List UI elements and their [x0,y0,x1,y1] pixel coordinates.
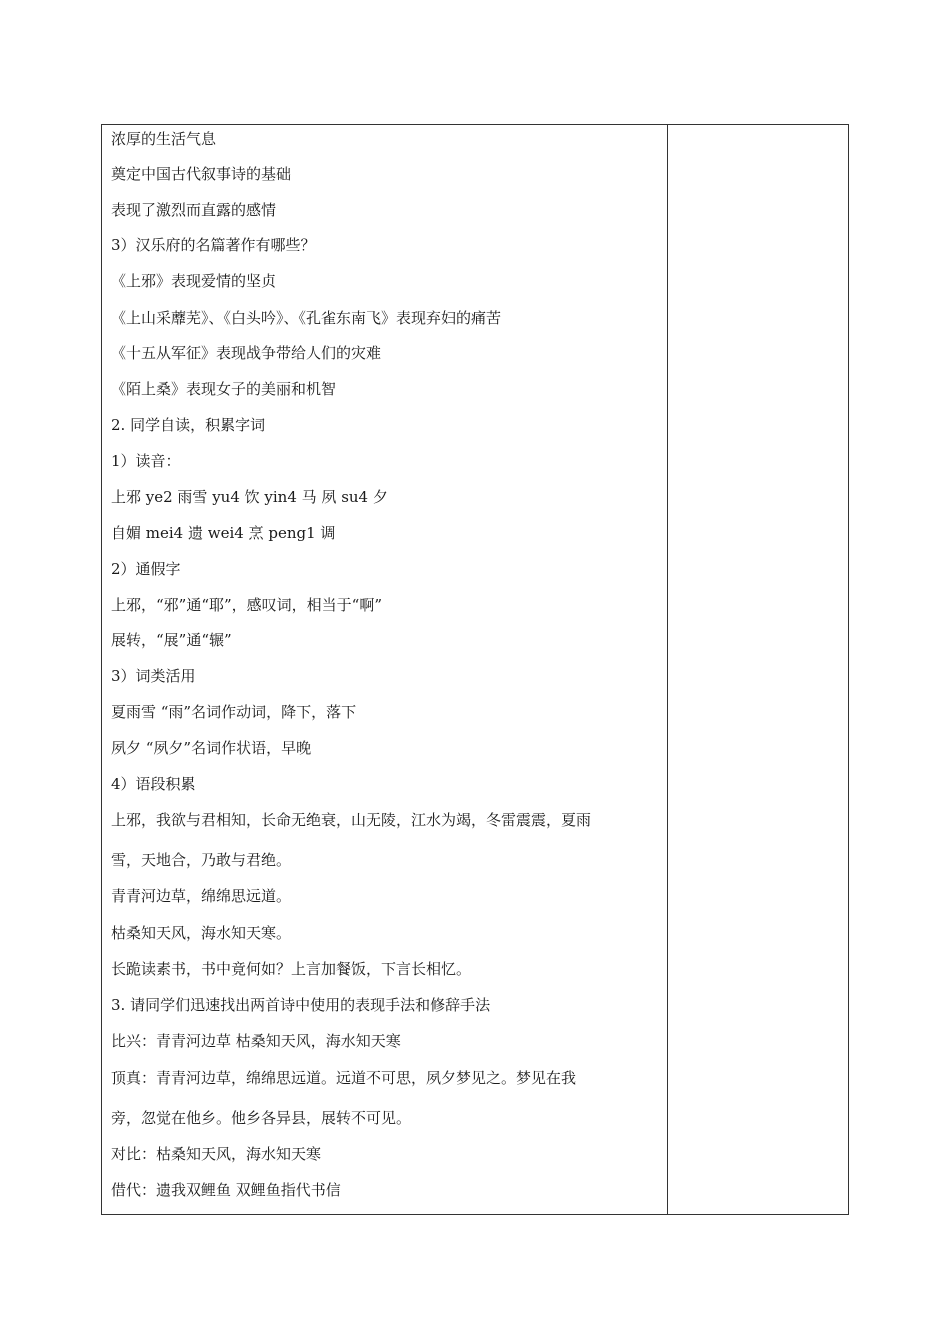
text-line: 长跪读素书，书中竟何如？上言加餐饭，下言长相忆。 [111,960,472,978]
text-line: 1）读音： [111,452,181,470]
text-line: 展转，“展”通“辗” [111,631,232,649]
text-line: 枯桑知天风，海水知天寒。 [111,924,292,942]
text-line: 夏雨雪 “雨”名词作动词，降下，落下 [111,703,357,721]
text-line: 对比：枯桑知天风，海水知天寒 [111,1145,322,1163]
text-line: 顶真：青青河边草，绵绵思远道。远道不可思，夙夕梦见之。梦见在我 [111,1069,577,1087]
text-line: 上邪 ye2 雨雪 yu4 饮 yin4 马 夙 su4 夕 [111,488,388,506]
text-line: 比兴：青青河边草 枯桑知天风，海水知天寒 [111,1032,401,1050]
text-line: 上邪，我欲与君相知，长命无绝衰，山无陵，江水为竭，冬雷震震，夏雨 [111,811,592,829]
text-line: 《十五从军征》表现战争带给人们的灾难 [111,344,382,362]
text-line: 雪，天地合，乃敢与君绝。 [111,851,292,869]
text-line: 青青河边草，绵绵思远道。 [111,887,292,905]
text-line: 《陌上桑》表现女子的美丽和机智 [111,380,337,398]
text-line: 《上邪》表现爱情的坚贞 [111,272,277,290]
text-line: 上邪，“邪”通“耶”，感叹词，相当于“啊” [111,596,383,614]
text-line: 4）语段积累 [111,775,196,793]
text-line: 奠定中国古代叙事诗的基础 [111,165,292,183]
lesson-table [101,124,849,1215]
text-line: 2）通假字 [111,560,181,578]
text-line: 浓厚的生活气息 [111,130,217,148]
content-cell [102,125,668,1214]
text-line: 自媚 mei4 遗 wei4 烹 peng1 调 [111,524,336,542]
text-line: 3）词类活用 [111,667,196,685]
text-line: 夙夕 “夙夕”名词作状语，早晚 [111,739,312,757]
text-line: 3）汉乐府的名篇著作有哪些？ [111,236,316,254]
text-line: 《上山采蘼芜》、《白头吟》、《孔雀东南飞》表现弃妇的痛苦 [111,309,502,327]
text-line: 旁，忽觉在他乡。他乡各异县，展转不可见。 [111,1109,412,1127]
text-line: 借代：遗我双鲤鱼 双鲤鱼指代书信 [111,1181,341,1199]
text-line: 3. 请同学们迅速找出两首诗中使用的表现手法和修辞手法 [111,996,491,1014]
text-line: 表现了激烈而直露的感情 [111,201,277,219]
text-line: 2. 同学自读，积累字词 [111,416,266,434]
notes-cell [668,125,848,1214]
